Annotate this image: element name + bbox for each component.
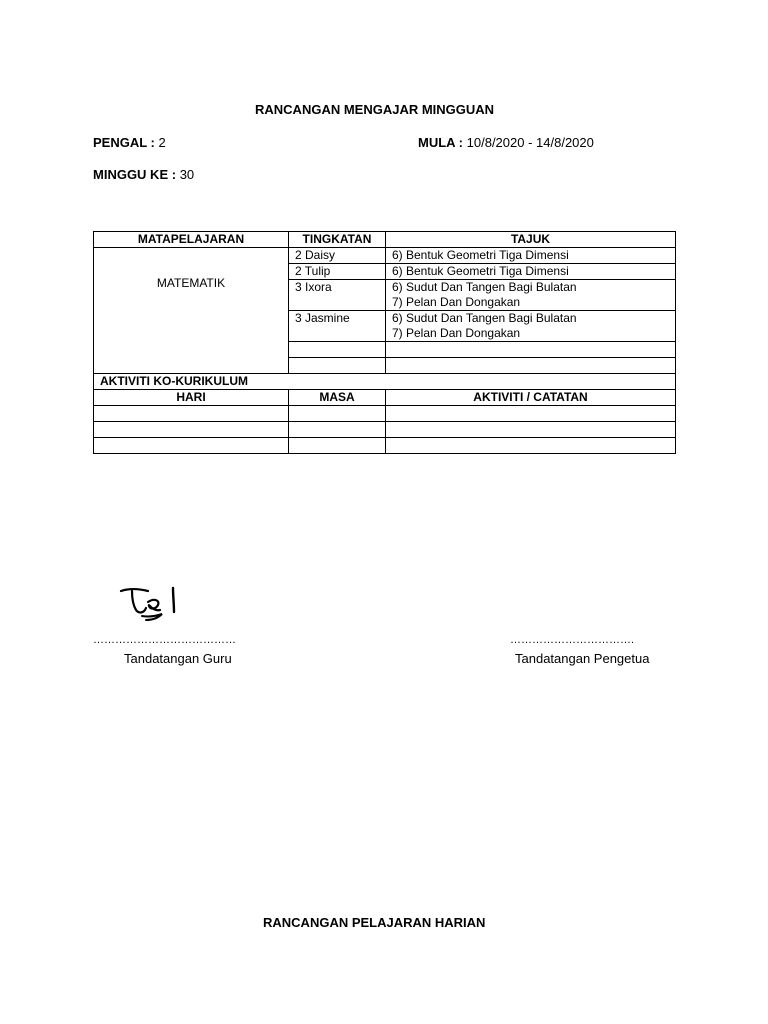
masa-cell (289, 438, 386, 454)
subject-cell: MATEMATIK (94, 248, 289, 374)
tajuk-line: 6) Sudut Dan Tangen Bagi Bulatan (392, 280, 577, 294)
tajuk-cell (386, 311, 676, 342)
tajuk-cell: 6) Bentuk Geometri Tiga Dimensi (386, 248, 676, 264)
header-tajuk: TAJUK (386, 232, 676, 248)
activity-header-row (94, 390, 676, 406)
tajuk-line: 6) Sudut Dan Tangen Bagi Bulatan (392, 311, 577, 325)
header-aktiviti: AKTIVITI / CATATAN (386, 390, 676, 406)
minggu-label: MINGGU KE : (93, 167, 177, 182)
header-matapelajaran: MATAPELAJARAN (94, 232, 289, 248)
weekly-plan-table (93, 231, 676, 454)
tingkatan-cell: 3 Ixora (289, 280, 386, 311)
mula-value: 10/8/2020 - 14/8/2020 (466, 135, 594, 150)
minggu-value: 30 (179, 167, 195, 182)
mula-label: MULA : (418, 135, 464, 150)
kokurikulum-row (94, 374, 676, 390)
tajuk-line: 7) Pelan Dan Dongakan (392, 326, 521, 340)
header-hari: HARI (94, 390, 289, 406)
pengal-field (93, 135, 166, 150)
aktiviti-cell (386, 406, 676, 422)
hari-cell (94, 422, 289, 438)
masa-cell (289, 422, 386, 438)
pengetua-signature-line: ……………………………. (510, 634, 635, 646)
hari-cell (94, 438, 289, 454)
tajuk-cell (386, 358, 676, 374)
tingkatan-cell: 2 Daisy (289, 248, 386, 264)
activity-row (94, 422, 676, 438)
footer-title: RANCANGAN PELAJARAN HARIAN (263, 915, 486, 930)
aktiviti-cell (386, 438, 676, 454)
aktiviti-cell (386, 422, 676, 438)
pengal-label: PENGAL : (93, 135, 155, 150)
tajuk-cell (386, 280, 676, 311)
activity-row (94, 406, 676, 422)
header-masa: MASA (289, 390, 386, 406)
tingkatan-cell (289, 342, 386, 358)
tajuk-cell: 6) Bentuk Geometri Tiga Dimensi (386, 264, 676, 280)
header-tingkatan: TINGKATAN (289, 232, 386, 248)
hari-cell (94, 406, 289, 422)
pengetua-signature-label: Tandatangan Pengetua (515, 651, 650, 666)
tajuk-cell (386, 342, 676, 358)
kokurikulum-label: AKTIVITI KO-KURIKULUM (94, 374, 676, 390)
tingkatan-cell: 3 Jasmine (289, 311, 386, 342)
tingkatan-cell: 2 Tulip (289, 264, 386, 280)
guru-signature-label: Tandatangan Guru (124, 651, 232, 666)
guru-signature-line: ………………………………… (93, 634, 236, 646)
mula-field (418, 135, 594, 150)
document-title: RANCANGAN MENGAJAR MINGGUAN (255, 102, 495, 117)
tingkatan-cell (289, 358, 386, 374)
pengal-value: 2 (158, 135, 166, 150)
table-header-row (94, 232, 676, 248)
teacher-signature (118, 582, 184, 626)
minggu-field (93, 167, 194, 182)
masa-cell (289, 406, 386, 422)
table-row (94, 248, 676, 264)
activity-row (94, 438, 676, 454)
tajuk-line: 7) Pelan Dan Dongakan (392, 295, 521, 309)
